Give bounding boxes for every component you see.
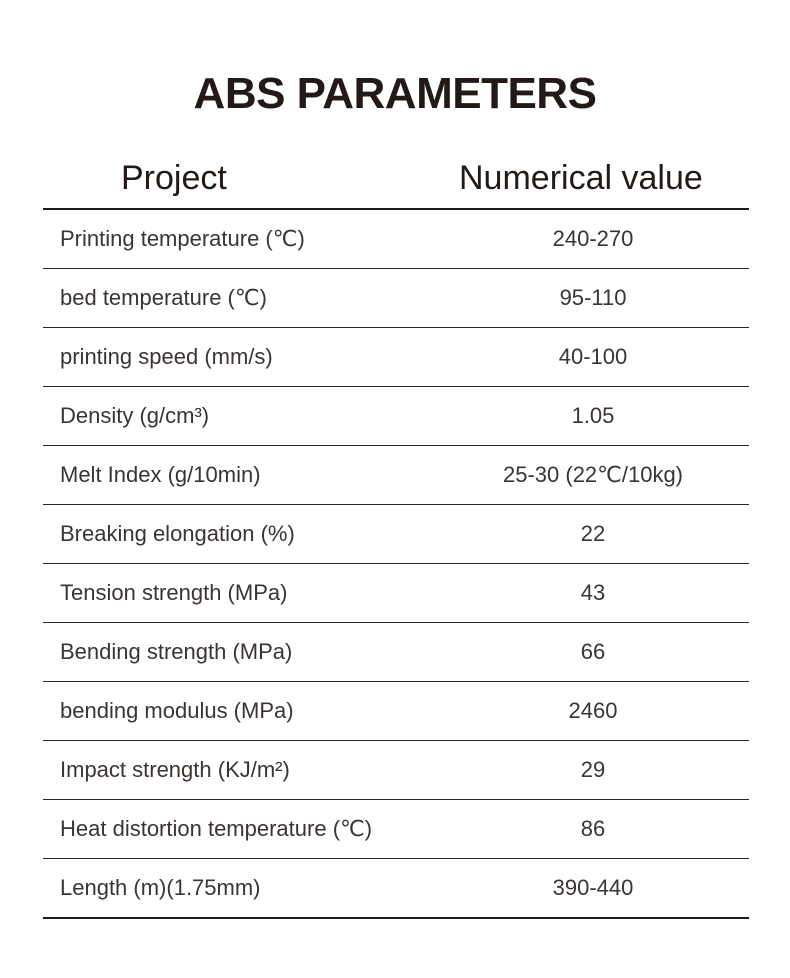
row-name: Printing temperature (℃) [60,226,305,251]
page-title: ABS PARAMETERS [193,69,597,118]
table-row [43,269,749,328]
row-name: Length (m)(1.75mm) [60,875,261,900]
row-value: 86 [580,816,606,841]
header-numerical-value: Numerical value [459,159,703,197]
header-project: Project [121,159,227,197]
row-value: 66 [580,639,606,664]
row-value: 43 [580,580,606,605]
table-row [43,682,749,741]
row-value: 40-100 [558,344,628,369]
table-row [43,328,749,387]
row-value: 240-270 [552,226,634,251]
row-name: Breaking elongation (%) [60,521,295,546]
table-row [43,505,749,564]
table-header [43,156,749,208]
row-name: bending modulus (MPa) [60,698,294,723]
parameters-table [43,208,749,919]
row-name: Heat distortion temperature (℃) [60,816,373,841]
row-name: printing speed (mm/s) [60,344,273,369]
row-value: 390-440 [552,875,634,900]
row-value: 1.05 [571,403,615,428]
table-row [43,623,749,682]
row-name: Density (g/cm³) [60,403,210,428]
row-name: Impact strength (KJ/m²) [60,757,290,782]
row-value: 2460 [568,698,618,723]
table-row [43,446,749,505]
table-row [43,859,749,919]
table-row [43,800,749,859]
row-name: Melt Index (g/10min) [60,462,261,487]
row-value: 29 [580,757,606,782]
row-value: 22 [580,521,606,546]
table-row [43,741,749,800]
row-name: Tension strength (MPa) [60,580,288,605]
row-value: 95-110 [559,285,627,310]
table-row [43,564,749,623]
row-name: Bending strength (MPa) [60,639,293,664]
table-row [43,387,749,446]
row-value: 25-30 (22℃/10kg) [502,462,684,487]
table-row [43,210,749,269]
row-name: bed temperature (℃) [60,285,267,310]
